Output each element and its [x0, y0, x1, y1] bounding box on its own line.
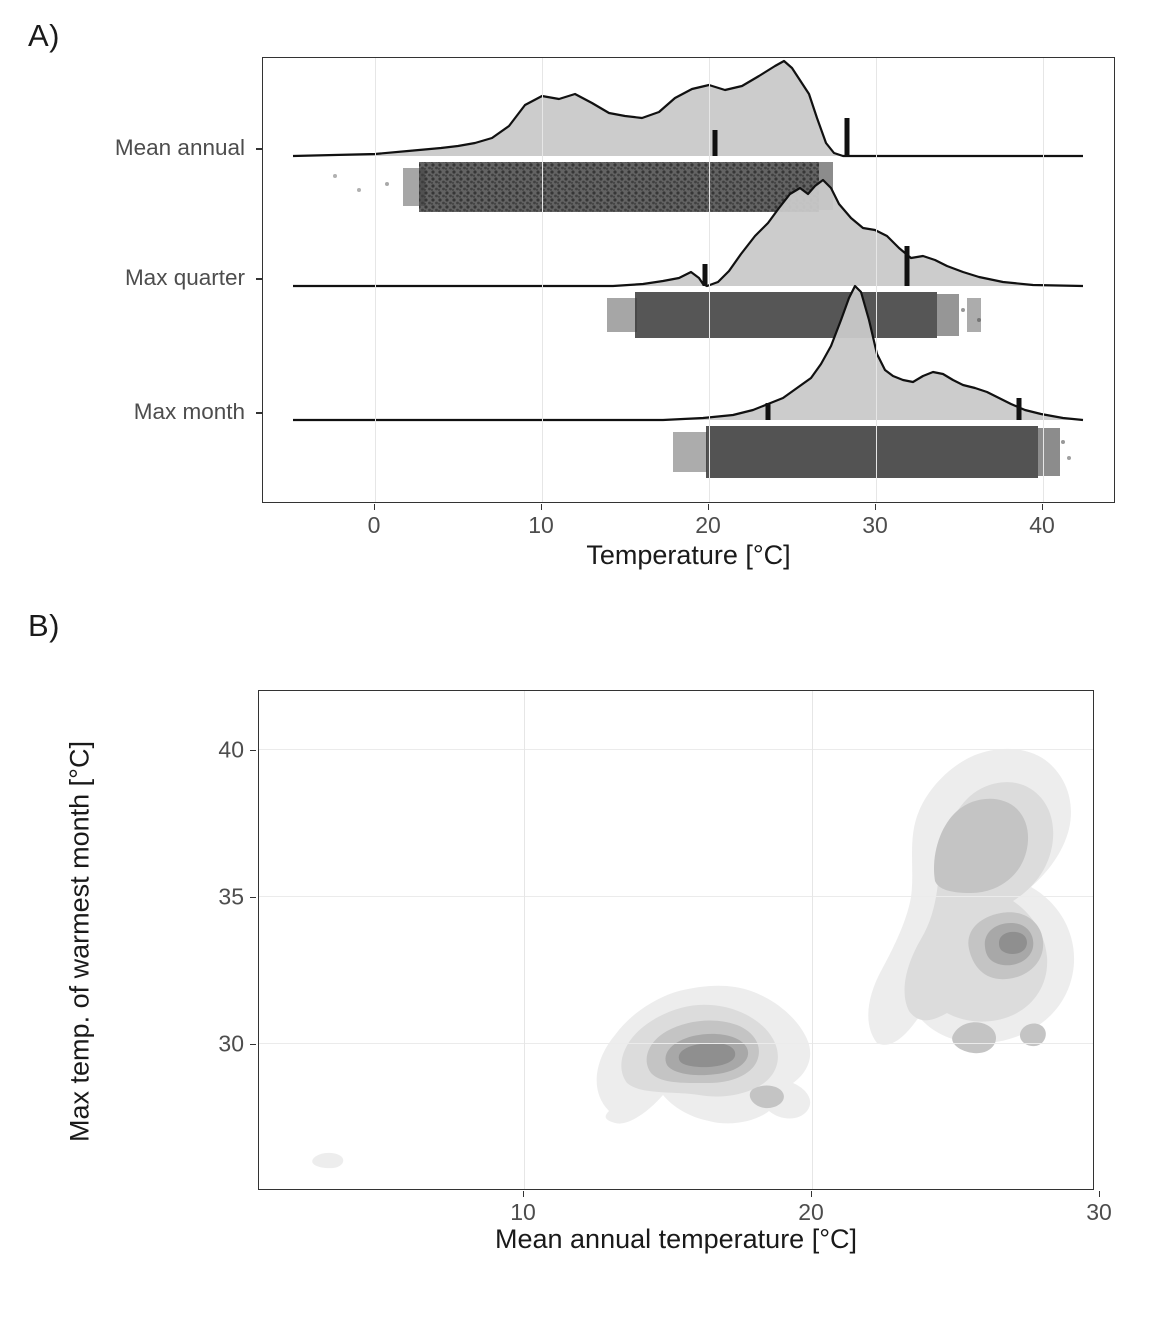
panel-a-xtick-mark-20: [708, 504, 709, 510]
panel-a-xtick-mark-10: [541, 504, 542, 510]
panel-a-xtick-mark-30: [875, 504, 876, 510]
panel-a-category-label-max-quarter: Max quarter: [124, 265, 245, 290]
panel-b-gridline-y-40: [259, 749, 1093, 750]
panel-a-xtick-label-20: 20: [695, 512, 721, 538]
panel-b-xtick-label-30: 30: [1086, 1199, 1112, 1225]
panel-a-plot-area: [262, 57, 1115, 503]
panel-b-gridline-x-20: [812, 691, 813, 1189]
panel-b-plot-area: [258, 690, 1094, 1190]
panel-a-ridgeline-svg: [263, 58, 1114, 502]
panel-b-xtick-mark-30: [1099, 1191, 1100, 1197]
panel-b-ytick-mark-35: [250, 897, 256, 898]
panel-b-xtick-mark-10: [523, 1191, 524, 1197]
panel-a-gridline-x-0: [375, 58, 376, 502]
panel-b: [0, 596, 1152, 1344]
panel-a-xtick-label-10: 10: [528, 512, 554, 538]
panel-b-ytick-mark-40: [250, 750, 256, 751]
panel-a-x-axis-title: Temperature [°C]: [586, 540, 791, 570]
panel-b-ytick-label-35: 35: [218, 883, 244, 910]
panel-b-ytick-label-30: 30: [218, 1030, 244, 1057]
panel-b-xtick-mark-20: [811, 1191, 812, 1197]
panel-a-category-label-mean-annual: Mean annual: [114, 135, 245, 160]
panel-a: [0, 0, 1152, 596]
panel-b-gridline-x-10: [524, 691, 525, 1189]
panel-b-ytick-mark-30: [250, 1044, 256, 1045]
panel-a-gridline-x-10: [542, 58, 543, 502]
panel-a-category-label-max-month: Max month: [133, 399, 245, 424]
panel-a-gridline-x-30: [876, 58, 877, 502]
panel-a-xtick-label-0: 0: [367, 512, 381, 538]
panel-b-ytick-label-40: 40: [218, 736, 244, 763]
panel-a-xtick-mark-0: [374, 504, 375, 510]
panel-b-xtick-label-10: 10: [510, 1199, 536, 1225]
panel-a-letter: A): [28, 18, 60, 53]
panel-a-gridline-x-20: [709, 58, 710, 502]
panel-a-xtick-label-30: 30: [862, 512, 888, 538]
panel-b-y-axis-title: Max temp. of warmest month [°C]: [64, 741, 95, 1142]
panel-a-xtick-mark-40: [1042, 504, 1043, 510]
panel-b-gridline-y-35: [259, 896, 1093, 897]
panel-b-xtick-label-20: 20: [798, 1199, 824, 1225]
panel-b-gridline-y-30: [259, 1043, 1093, 1044]
panel-a-xtick-label-40: 40: [1029, 512, 1055, 538]
panel-b-density-contours-svg: [259, 691, 1093, 1189]
panel-b-letter: B): [28, 608, 60, 643]
panel-b-x-axis-title: Mean annual temperature [°C]: [495, 1224, 857, 1254]
panel-a-gridline-x-40: [1043, 58, 1044, 502]
